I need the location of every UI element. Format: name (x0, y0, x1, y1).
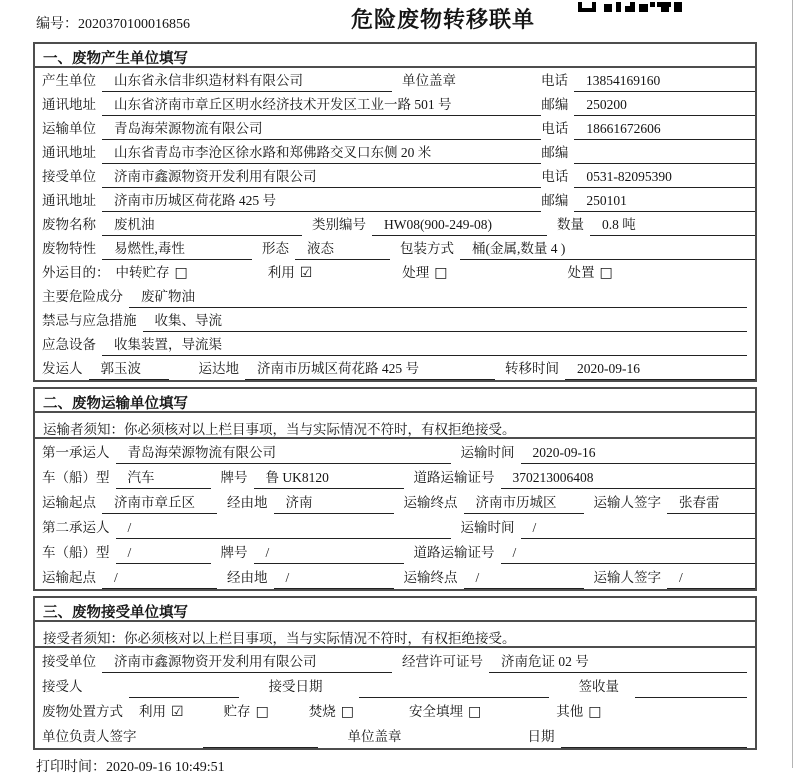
row-waste-property (35, 236, 755, 260)
quantity-value: 0.8 吨 (590, 213, 755, 236)
serial-value: 2020370100016856 (78, 17, 190, 32)
section-receiver-title: 三、废物接受单位填写 (35, 598, 755, 622)
disposal-landfill-checkbox-icon: □ (468, 704, 482, 720)
first-vehicle-type-label: 车（船）型 (42, 470, 110, 485)
row-transport-unit (35, 116, 755, 140)
purpose-transit-storage-checkbox-icon: □ (174, 265, 188, 281)
second-transport-date-label: 运输时间 (460, 520, 515, 535)
emergency-measures-value: 收集、导流 (143, 309, 748, 332)
packaging-value: 桶(金属,数量 4 ) (460, 237, 755, 260)
row-second-vehicle (35, 539, 755, 564)
row-first-route (35, 489, 755, 514)
section-transporter (33, 387, 757, 591)
receiver-unit-value: 济南市鑫源物资开发利用有限公司 (102, 165, 541, 188)
receive-date-value (561, 735, 748, 749)
second-vehicle-type-value: / (116, 545, 211, 564)
accept-date-label: 接受日期 (268, 679, 323, 694)
receiver-unit-label: 接受单位 (42, 169, 96, 184)
row-disposal-method (35, 698, 755, 723)
first-plate-label: 牌号 (220, 470, 248, 485)
row-accept-person (35, 673, 755, 698)
second-carrier-value: / (116, 520, 451, 539)
form-area (33, 42, 757, 750)
purpose-transit-storage-label: 中转贮存 (115, 265, 170, 280)
second-carrier-label: 第二承运人 (42, 520, 110, 535)
purpose-disposal-checkbox-icon: □ (599, 265, 613, 281)
second-origin-value: / (102, 570, 217, 589)
disposal-method-label: 废物处置方式 (42, 704, 123, 719)
disposal-other-checkbox-icon: □ (588, 704, 602, 720)
accept-unit-value: 济南市鑫源物资开发利用有限公司 (102, 650, 392, 673)
category-code-value: HW08(900-249-08) (372, 217, 547, 236)
unit-seal-label: 单位盖章 (402, 73, 456, 88)
accept-person-label: 接受人 (42, 679, 83, 694)
transport-address-value: 山东省青岛市李沧区徐水路和郑佛路交叉口东侧 20 米 (102, 141, 541, 164)
row-transport-address (35, 140, 755, 164)
producer-zip-label: 邮编 (541, 97, 569, 112)
transfer-date-value: 2020-09-16 (565, 361, 755, 380)
second-endpoint-value: / (464, 570, 584, 589)
purpose-recycle-checkbox-icon: ☑ (299, 265, 313, 281)
hazard-component-value: 废矿物油 (129, 285, 747, 308)
receiver-phone-group (541, 165, 755, 188)
first-carrier-sign-label: 运输人签字 (593, 495, 661, 510)
accept-date-value (359, 685, 549, 699)
waste-name-label: 废物名称 (42, 217, 96, 232)
print-time-value: 2020-09-16 10:49:51 (106, 760, 225, 775)
transport-zip-group (541, 141, 755, 164)
purpose-treatment-label: 处理 (402, 265, 430, 280)
section-transporter-title: 二、废物运输单位填写 (35, 389, 755, 413)
first-carrier-sign-value: 张春雷 (667, 491, 755, 514)
disposal-storage-checkbox-icon: □ (255, 704, 269, 720)
second-carrier-sign-label: 运输人签字 (593, 570, 661, 585)
second-via-value: / (274, 570, 394, 589)
license-number-label: 经营许可证号 (402, 654, 483, 669)
producer-phone-label: 电话 (541, 73, 568, 88)
producer-phone-group (541, 69, 755, 92)
document-header (0, 0, 796, 42)
consignor-value: 郭玉波 (89, 357, 169, 380)
row-consignor (35, 356, 755, 380)
disposal-recycle-label: 利用 (139, 704, 166, 719)
packaging-label: 包装方式 (400, 241, 454, 256)
receiver-zip-label: 邮编 (541, 193, 569, 208)
receiver-notice: 接受者须知：你必须核对以上栏目事项，当与实际情况不符时，有权拒绝接受。 (35, 622, 755, 648)
second-road-permit-value: / (501, 545, 756, 564)
first-via-label: 经由地 (227, 495, 268, 510)
row-first-carrier (35, 439, 755, 464)
second-endpoint-label: 运输终点 (403, 570, 458, 585)
license-number-value: 济南危证 02 号 (489, 650, 747, 673)
first-plate-value: 鲁 UK8120 (254, 466, 404, 489)
waste-property-value: 易燃性,毒性 (102, 237, 252, 260)
purpose-disposal-label: 处置 (567, 265, 595, 280)
second-via-label: 经由地 (227, 570, 268, 585)
first-origin-label: 运输起点 (42, 495, 96, 510)
responsible-sign-label: 单位负责人签字 (42, 729, 137, 744)
first-carrier-label: 第一承运人 (42, 445, 110, 460)
producer-address-label: 通讯地址 (42, 97, 96, 112)
accept-unit-label: 接受单位 (42, 654, 96, 669)
page-title: 危险废物转移联单 (350, 7, 535, 32)
second-transport-date-value: / (521, 520, 756, 539)
print-time (36, 756, 796, 776)
second-plate-label: 牌号 (220, 545, 248, 560)
consignor-label: 发运人 (42, 361, 83, 376)
transport-address-label: 通讯地址 (42, 145, 96, 160)
section-receiver (33, 596, 757, 750)
row-second-route (35, 564, 755, 589)
emergency-equipment-label: 应急设备 (42, 337, 96, 352)
destination-label: 运达地 (198, 361, 239, 376)
category-code-label: 类别编号 (312, 217, 366, 232)
first-via-value: 济南 (274, 491, 394, 514)
receive-date-label: 日期 (527, 729, 555, 744)
disposal-landfill-label: 安全填埋 (409, 704, 464, 719)
hazard-component-label: 主要危险成分 (42, 289, 123, 304)
producer-zip-value: 250200 (574, 97, 755, 116)
emergency-equipment-value: 收集装置，导流渠 (102, 333, 747, 356)
row-emergency-equipment (35, 332, 755, 356)
first-transport-date-label: 运输时间 (460, 445, 515, 460)
row-emergency-measures (35, 308, 755, 332)
row-first-vehicle (35, 464, 755, 489)
transport-zip-value (574, 151, 755, 165)
first-vehicle-type-value: 汽车 (116, 466, 211, 489)
row-waste-name (35, 212, 755, 236)
producer-unit-label: 产生单位 (42, 73, 96, 88)
receiver-seal-label: 单位盖章 (347, 729, 402, 744)
section-producer (33, 42, 757, 382)
accept-person-value (129, 685, 239, 699)
second-plate-value: / (254, 545, 404, 564)
emergency-measures-label: 禁忌与应急措施 (42, 313, 137, 328)
row-accept-unit (35, 648, 755, 673)
first-road-permit-value: 370213006408 (501, 470, 756, 489)
received-quantity-label: 签收量 (578, 679, 619, 694)
row-producer-unit (35, 68, 755, 92)
receiver-phone-value: 0531-82095390 (574, 169, 755, 188)
receiver-zip-group (541, 189, 755, 212)
responsible-sign-value (203, 735, 318, 749)
row-hazard-component (35, 284, 755, 308)
producer-phone-value: 13854169160 (574, 73, 755, 92)
transport-phone-label: 电话 (541, 121, 569, 136)
row-producer-address (35, 92, 755, 116)
disposal-storage-label: 贮存 (223, 704, 251, 719)
producer-unit-value: 山东省永信非织造材料有限公司 (102, 69, 392, 92)
form-state-value: 液态 (295, 237, 390, 260)
quantity-label: 数量 (557, 217, 584, 232)
first-road-permit-label: 道路运输证号 (413, 470, 495, 485)
transport-unit-label: 运输单位 (42, 121, 96, 136)
form-state-label: 形态 (262, 241, 289, 256)
print-time-label: 打印时间： (36, 760, 106, 775)
transfer-date-label: 转移时间 (505, 361, 559, 376)
row-responsible-sign (35, 723, 755, 748)
waste-property-label: 废物特性 (42, 241, 96, 256)
row-receiver-unit (35, 164, 755, 188)
disposal-other-label: 其他 (556, 704, 584, 719)
purpose-treatment-checkbox-icon: □ (434, 265, 448, 281)
second-origin-label: 运输起点 (42, 570, 96, 585)
first-transport-date-value: 2020-09-16 (521, 445, 756, 464)
transport-phone-value: 18661672606 (574, 121, 755, 140)
row-second-carrier (35, 514, 755, 539)
waste-name-value: 废机油 (102, 213, 302, 236)
transporter-notice: 运输者须知：你必须核对以上栏目事项，当与实际情况不符时，有权拒绝接受。 (35, 413, 755, 439)
transfer-purpose-label: 外运目的： (42, 265, 110, 280)
row-receiver-address (35, 188, 755, 212)
receiver-phone-label: 电话 (541, 169, 569, 184)
disposal-recycle-checkbox-icon: ☑ (171, 704, 184, 720)
producer-zip-group (541, 93, 755, 116)
receiver-zip-value: 250101 (574, 193, 755, 212)
second-carrier-sign-value: / (667, 570, 755, 589)
first-carrier-value: 青岛海荣源物流有限公司 (116, 441, 451, 464)
disposal-incinerate-checkbox-icon: □ (340, 704, 355, 720)
section-producer-title: 一、废物产生单位填写 (35, 44, 755, 68)
received-quantity-value (635, 685, 747, 699)
producer-address-value: 山东省济南市章丘区明水经济技术开发区工业一路 501 号 (102, 93, 541, 116)
second-road-permit-label: 道路运输证号 (413, 545, 495, 560)
destination-value: 济南市历城区荷花路 425 号 (245, 357, 495, 380)
first-endpoint-label: 运输终点 (403, 495, 458, 510)
qr-code-fragment-icon (578, 0, 682, 10)
transport-phone-group (541, 117, 755, 140)
second-vehicle-type-label: 车（船）型 (42, 545, 110, 560)
receiver-address-label: 通讯地址 (42, 193, 96, 208)
purpose-recycle-label: 利用 (267, 265, 295, 280)
transport-unit-value: 青岛海荣源物流有限公司 (102, 117, 541, 140)
receiver-address-value: 济南市历城区荷花路 425 号 (102, 189, 541, 212)
first-origin-value: 济南市章丘区 (102, 491, 217, 514)
row-transfer-purpose (35, 260, 755, 284)
first-endpoint-value: 济南市历城区 (464, 491, 584, 514)
transport-zip-label: 邮编 (541, 145, 569, 160)
page-edge-line (792, 0, 793, 768)
disposal-incinerate-label: 焚烧 (308, 704, 336, 719)
serial-label: 编号： (36, 17, 78, 32)
